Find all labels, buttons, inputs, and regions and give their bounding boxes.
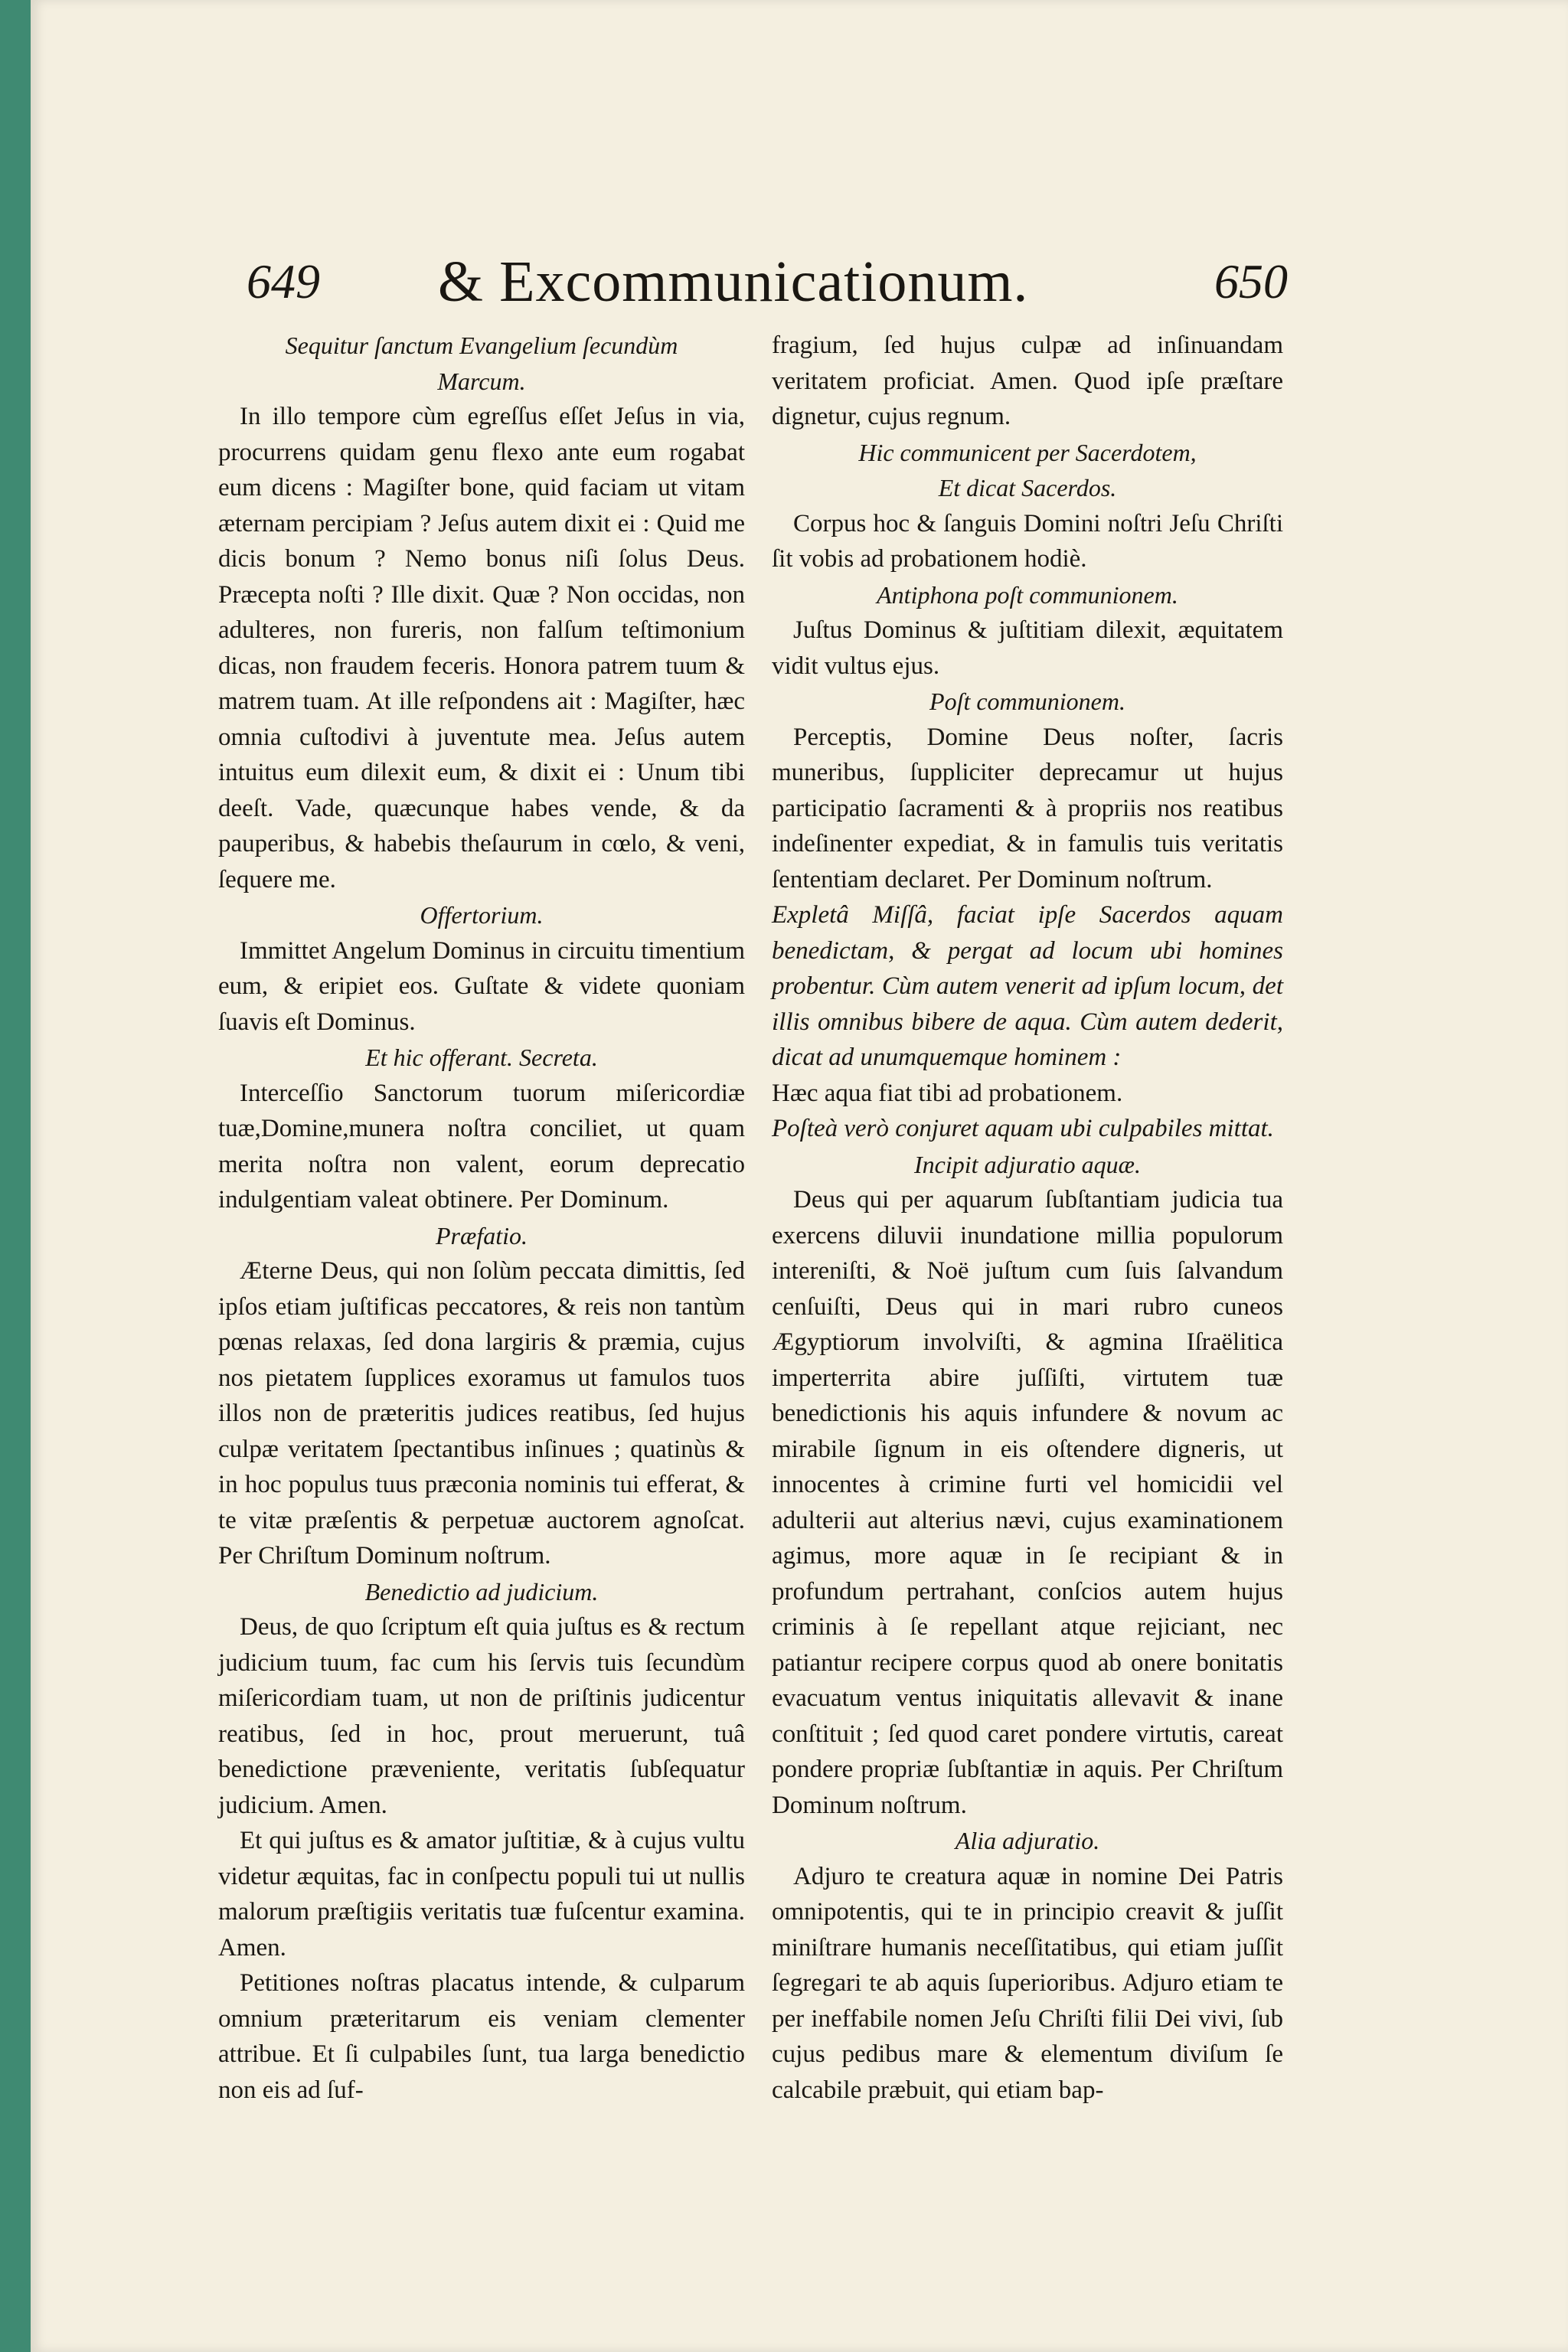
continued-paragraph: Hæc aqua fiat tibi ad probationem. xyxy=(772,1079,1123,1107)
paragraph: Perceptis, Domine Deus noſter, ſacris muneribus, ſuppliciter deprecamur ut hujus participatio ſacramenti & à propriis nos reatibus indeſinenter expediat, & in famulis tuis veritatis ſententiam declaret. Per Dominum noſtrum. xyxy=(772,723,1283,893)
left-column xyxy=(218,328,745,2108)
heading-line: Et hic offerant. Secreta. xyxy=(365,1044,598,1071)
heading-line: Antiphona poſt communionem. xyxy=(877,580,1178,609)
heading-line: Incipit adjuratio aquæ. xyxy=(914,1150,1141,1178)
section-heading xyxy=(772,435,1283,506)
page-number-right: 650 xyxy=(1214,254,1288,309)
running-title: & Excommunicationum. xyxy=(438,250,1029,314)
section-heading xyxy=(218,1218,745,1254)
rubric-paragraph: Expletâ Miſſâ, faciat ipſe Sacerdos aquam benedictam, & pergat ad locum ubi homines probentur. Cùm autem venerit ad ipſum locum, det illis omnibus bibere de aqua. Cùm autem dederit, dicat ad unumquemque hominem : xyxy=(772,901,1283,1071)
continued-paragraph: fragium, ſed hujus culpæ ad inſinuandam veritatem proficiat. Amen. Quod ipſe præſtare dignetur, cujus regnum. xyxy=(772,332,1283,430)
section-heading xyxy=(218,1040,745,1076)
section-heading xyxy=(772,684,1283,720)
paragraph: Et qui juſtus es & amator juſtitiæ, & à cujus vultu videtur æquitas, fac in conſpectu populi tui ut nullis malorum præſtigiis veritatis tuæ fuſcentur examina. Amen. xyxy=(218,1827,745,1962)
heading-line: Hic communicent per Sacerdotem, xyxy=(858,438,1197,466)
heading-line: Marcum. xyxy=(437,367,526,395)
paragraph: Adjuro te creatura aquæ in nomine Dei Patris omnipotentis, qui te in principio creavit & juſſit miniſtrare humanis neceſſitatibus, qui etiam juſſit ſegregari te ab aquis ſuperioribus. Adjuro etiam te per ineffabile nomen Jeſu Chriſti filii Dei vivi, ſub cujus pedibus mare & elementum diviſum ſe calcabile præbuit, qui etiam bap- xyxy=(772,1862,1283,2104)
paragraph: Immittet Angelum Dominus in circuitu timentium eum, & eripiet eos. Guſtate & videte quoniam ſuavis eſt Dominus. xyxy=(218,936,745,1036)
section-heading xyxy=(772,1823,1283,1859)
heading-line: Præfatio. xyxy=(435,1221,528,1250)
rubric-paragraph: Poſteà verò conjuret aquam ubi culpabiles mittat. xyxy=(772,1115,1274,1142)
paragraph: Petitiones noſtras placatus intende, & culparum omnium præteritarum eis veniam clementer attribue. Et ſi culpabiles ſunt, tua larga benedictio non eis ad ſuf- xyxy=(218,1969,745,2104)
heading-line: Poſt communionem. xyxy=(929,688,1125,715)
section-heading xyxy=(218,1574,745,1610)
heading-line: Offertorium. xyxy=(420,901,544,929)
section-heading xyxy=(218,328,745,399)
paragraph: Corpus hoc & ſanguis Domini noſtri Jeſu Chriſti ſit vobis ad probationem hodiè. xyxy=(772,509,1283,573)
section-heading xyxy=(218,897,745,933)
heading-line: Sequitur ſanctum Evangelium ſecundùm xyxy=(285,332,678,359)
section-heading xyxy=(772,1147,1283,1183)
right-column xyxy=(772,328,1283,2108)
paragraph: Deus qui per aquarum ſubſtantiam judicia tua exercens diluvii inundatione millia populorum intereniſti, & Noë juſtum cum ſuis ſalvandum cenſuiſti, Deus qui in mari rubro cuneos Ægyptiorum involviſti, & agmina Iſraëlitica imperterrita abire juſſiſti, virtutem tuæ benedictionis his aquis infundere & novum ac mirabile ſignum in eis oſtendere digneris, ut innocentes à crimine furti vel homicidii vel adulterii aut alterius nævi, cujus examinationem agimus, more aquæ in ſe recipiant & in profundum pertrahant, conſcios autem hujus criminis à ſe repellant atque rejiciant, nec patiantur recipere corpus quod ab onere bonitatis evacuatum ventus iniquitatis allevavit & inane conſtituit ; ſed quod caret pondere virtutis, careat pondere propriæ ſubſtantiæ in aquis. Per Chriſtum Dominum noſtrum. xyxy=(772,1186,1283,1819)
paragraph: Juſtus Dominus & juſtitiam dilexit, æquitatem vidit vultus ejus. xyxy=(772,616,1283,680)
heading-line: Et dicat Sacerdos. xyxy=(938,474,1117,501)
paragraph: Interceſſio Sanctorum tuorum miſericordiæ tuæ,Domine,munera noſtra conciliet, ut quam merita noſtra non valent, eorum deprecatio indulgentiam valeat obtinere. Per Dominum. xyxy=(218,1079,745,1214)
paragraph: In illo tempore cùm egreſſus eſſet Jeſus in via, procurrens quidam genu flexo ante eum rogabat eum dicens : Magiſter bone, quid faciam ut vitam æternam percipiam ? Jeſus autem dixit ei : Quid me dicis bonum ? Nemo bonus niſi ſolus Deus. Præcepta noſti ? Ille dixit. Quæ ? Non occidas, non adulteres, non fureris, non falſum teſtimonium dicas, non fraudem feceris. Honora patrem tuum & matrem tuam. At ille reſpondens ait : Magiſter, hæc omnia cuſtodivi à juventute mea. Jeſus autem intuitus eum dilexit eum, & dixit ei : Unum tibi deeſt. Vade, quæcunque habes vende, & da pauperibus, & habebis theſaurum in cœlo, & veni, ſequere me. xyxy=(218,403,745,893)
book-page xyxy=(31,0,1568,2352)
page-number-left: 649 xyxy=(247,254,320,309)
heading-line: Benedictio ad judicium. xyxy=(364,1577,599,1606)
paragraph: Deus, de quo ſcriptum eſt quia juſtus es & rectum judicium tuum, fac cum his ſervis tuis ſecundùm miſericordiam tuam, ut non de priſtinis judicentur reatibus, ſed in hoc, prout meruerunt, tuâ benedictione præveniente, veritatis ſubſequatur judicium. Amen. xyxy=(218,1613,745,1819)
section-heading xyxy=(772,577,1283,613)
paragraph: Æterne Deus, qui non ſolùm peccata dimittis, ſed ipſos etiam juſtificas peccatores, & reis non tantùm pœnas relaxas, ſed dona largiris & præmia, cujus nos pietatem ſupplices exoramus ut famulos tuos illos non de præteritis judices reatibus, ſed hujus culpæ veritatem ſpectantibus inſinues ; quatinùs & in hoc populus tuus præconia nominis tui efferat, & te vitæ præſentis & perpetuæ auctorem agnoſcat. Per Chriſtum Dominum noſtrum. xyxy=(218,1257,745,1570)
heading-line: Alia adjuratio. xyxy=(955,1827,1100,1854)
running-head xyxy=(216,243,1288,320)
